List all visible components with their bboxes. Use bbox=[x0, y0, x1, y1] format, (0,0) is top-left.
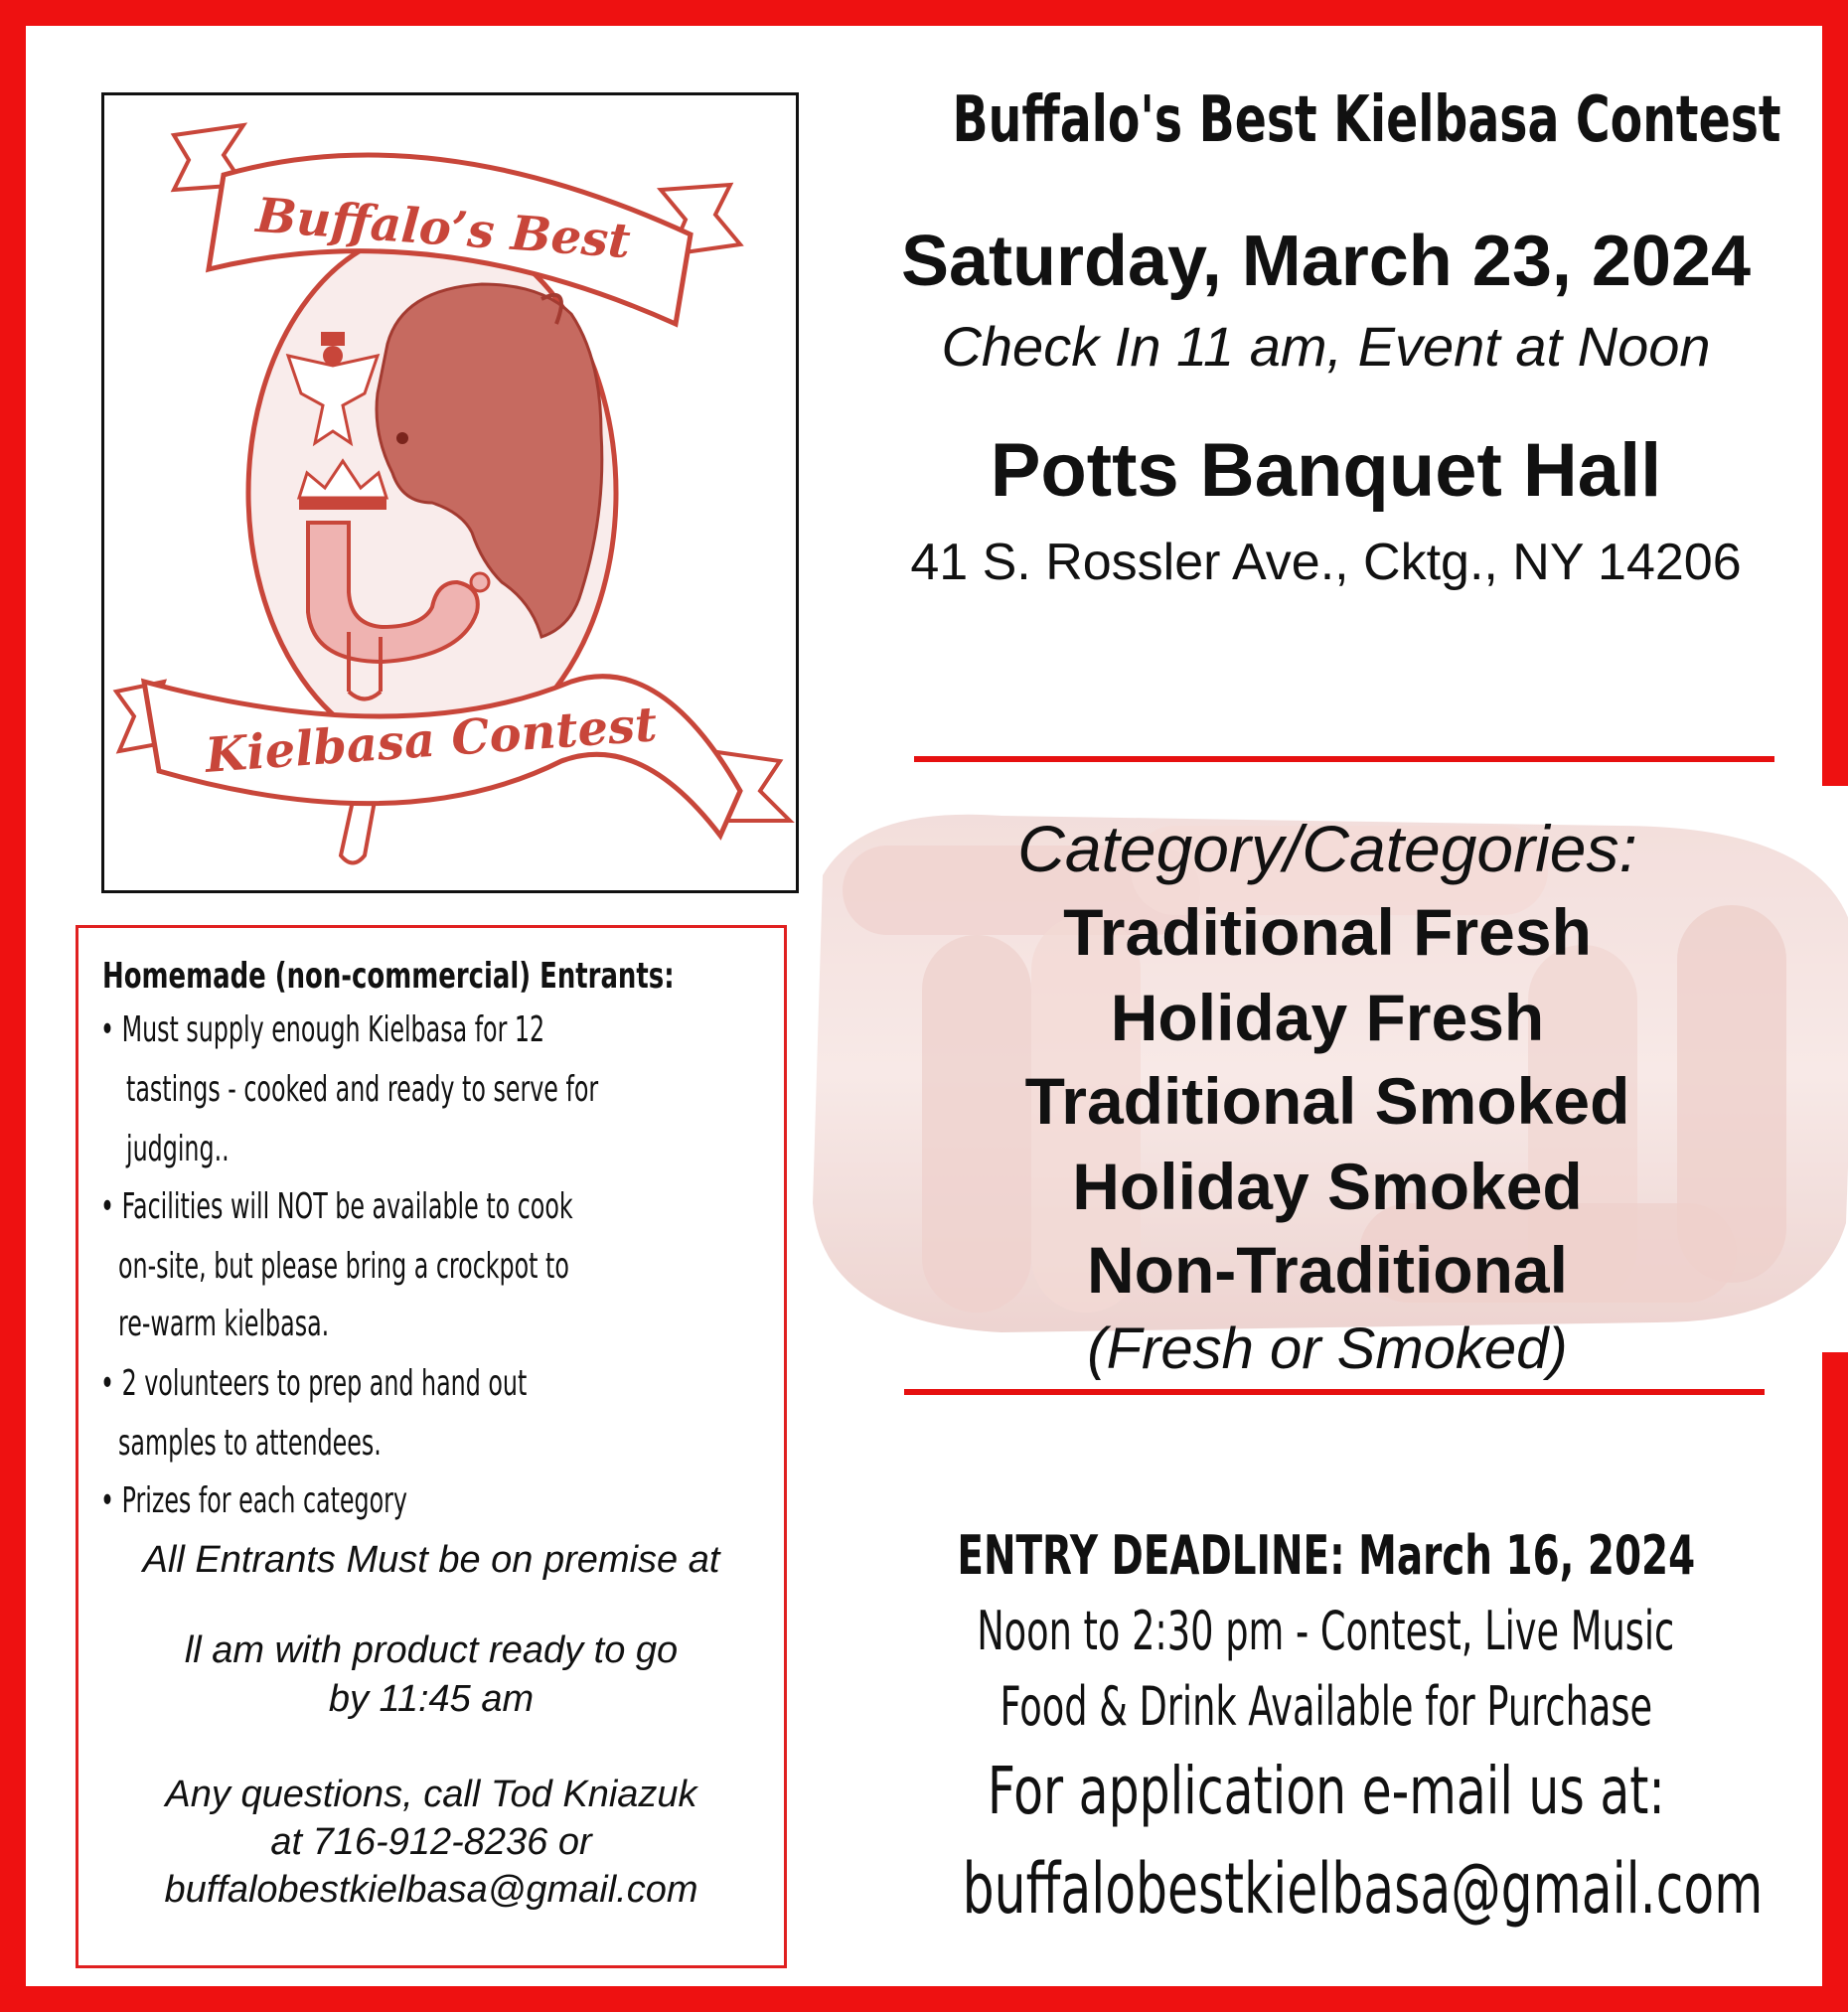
premise-note-line-1: All Entrants Must be on premise at bbox=[142, 1539, 720, 1581]
entrant-rule-line: • 2 volunteers to prep and hand out bbox=[100, 1363, 528, 1404]
contact-email-text[interactable]: buffalobestkielbasa@gmail.com bbox=[962, 1848, 1764, 1930]
top-red-rule bbox=[914, 756, 1774, 762]
categories-heading: Category/Categories: bbox=[1017, 812, 1637, 885]
category-item: Traditional Fresh bbox=[1063, 895, 1592, 969]
poster-title bbox=[807, 83, 1845, 157]
category-item: Holiday Smoked bbox=[1072, 1150, 1583, 1223]
entry-deadline-text: ENTRY DEADLINE: March 16, 2024 bbox=[957, 1524, 1695, 1587]
venue-address: 41 S. Rossler Ave., Cktg., NY 14206 bbox=[910, 534, 1742, 591]
entrant-rule-line: tastings - cooked and ready to serve for bbox=[126, 1069, 599, 1110]
premise-note-line-3: by 11:45 am bbox=[328, 1678, 535, 1720]
entrant-rule-line: judging.. bbox=[126, 1129, 230, 1169]
contact-email bbox=[807, 1848, 1845, 1930]
buffalo-eye bbox=[396, 432, 408, 444]
category-note: (Fresh or Smoked) bbox=[1087, 1316, 1568, 1381]
event-time: Check In 11 am, Event at Noon bbox=[941, 315, 1711, 378]
entry-deadline bbox=[807, 1524, 1845, 1587]
questions-line-2: at 716-912-8236 or bbox=[270, 1821, 592, 1863]
logo-artwork bbox=[104, 95, 802, 896]
application-line bbox=[807, 1753, 1845, 1829]
venue-name: Potts Banquet Hall bbox=[990, 428, 1662, 513]
contest-logo bbox=[101, 92, 799, 893]
entrant-requirements-box bbox=[76, 925, 787, 1968]
category-item: Non-Traditional bbox=[1087, 1233, 1568, 1307]
schedule-line bbox=[807, 1600, 1845, 1662]
logo-banner-bottom-text: Kielbasa Contest bbox=[203, 696, 659, 784]
category-item: Traditional Smoked bbox=[1024, 1064, 1630, 1138]
schedule-text: Noon to 2:30 pm - Contest, Live Music bbox=[977, 1600, 1675, 1662]
entrant-rule-line: • Prizes for each category bbox=[100, 1480, 407, 1521]
entrant-rule-line: re-warm kielbasa. bbox=[118, 1304, 330, 1344]
food-text: Food & Drink Available for Purchase bbox=[1000, 1675, 1652, 1738]
premise-note-line-2: ll am with product ready to go bbox=[184, 1629, 679, 1671]
logo-banner-top-text: Buffalo’s Best bbox=[253, 187, 633, 270]
questions-email: buffalobestkielbasa@gmail.com bbox=[164, 1869, 698, 1911]
entrant-rule-line: • Facilities will NOT be available to cook bbox=[100, 1186, 573, 1227]
event-date: Saturday, March 23, 2024 bbox=[900, 222, 1752, 301]
entrant-rule-line: samples to attendees. bbox=[118, 1423, 382, 1464]
bottom-red-rule bbox=[904, 1389, 1765, 1395]
entrant-rule-line: • Must supply enough Kielbasa for 12 bbox=[100, 1009, 545, 1050]
application-text: For application e-mail us at: bbox=[987, 1753, 1665, 1829]
entrant-rule-line: on-site, but please bring a crockpot to bbox=[118, 1246, 569, 1287]
questions-line-1: Any questions, call Tod Kniazuk bbox=[165, 1774, 697, 1815]
food-line bbox=[807, 1675, 1845, 1738]
entrants-heading: Homemade (non-commercial) Entrants: bbox=[102, 956, 675, 997]
category-item: Holiday Fresh bbox=[1110, 981, 1545, 1054]
poster-title-text: Buffalo's Best Kielbasa Contest bbox=[952, 83, 1781, 157]
